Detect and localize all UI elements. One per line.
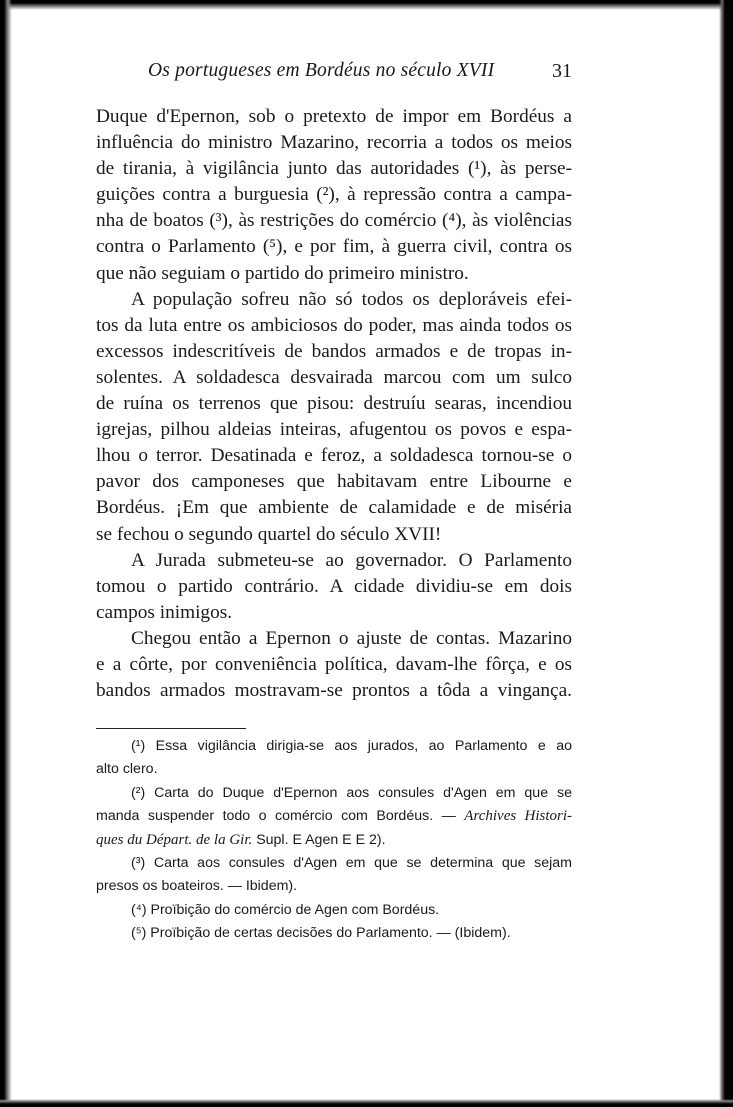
footnote-2-continued [96,805,572,828]
footnote-3-continued: presos os boateiros. — Ibidem). [96,878,298,895]
text-line: de tirania, à vigilância junto das autoridades (¹), às perse- [96,158,572,180]
body-text [96,104,572,704]
footnote-2-reference: Supl. E Agen E E 2). [252,831,386,848]
text-line: se fechou o segundo quartel do século XVII! [96,523,442,545]
running-title: Os portugueses em Bordéus no século XVII [148,60,495,81]
footnote-3: (³) Carta aos consules d'Agen em que se determina que sejam [131,854,572,871]
footnote-2-citation-end [96,829,572,852]
footnote-2-citation-title: ques du Départ. de la Gir. [96,831,253,848]
paragraph-start-line: A população sofreu não só todos os deploráveis efei- [131,288,572,310]
footnote-2-text: manda suspender todo o comércio com Bordéus. — [96,808,465,825]
footnote-1-continued: alto clero. [96,761,158,778]
text-line: de ruína os terrenos que pisou: destruíu searas, incendiou [96,393,572,415]
text-line: que não seguiam o partido do primeiro ministro. [96,262,469,284]
text-line: Duque d'Epernon, sob o pretexto de impor em Bordéus a [96,106,572,127]
scan-border-top [0,0,733,10]
text-line: solentes. A soldadesca desvairada marcou com um sulco [96,366,572,388]
footnote-1: (¹) Essa vigilância dirigia-se aos jurados, ao Parlamento e ao [131,738,572,754]
text-line: excessos indescritíveis de bandos armados e de tropas in- [96,340,572,362]
scan-border-bottom [0,1099,733,1107]
scan-border-right [719,0,733,1107]
page-number: 31 [552,60,572,82]
footnote-separator [96,728,246,729]
text-line: contra o Parlamento (⁵), e por fim, à guerra civil, contra os [96,236,572,258]
footnotes [96,735,572,946]
text-line: tomou o partido contrário. A cidade dividiu-se em dois [96,575,572,597]
text-line: Bordéus. ¡Em que ambiente de calamidade e de miséria [96,497,572,519]
paragraph-start-line: Chegou então a Epernon o ajuste de contas. Mazarino [131,627,572,649]
footnote-2: (²) Carta do Duque d'Epernon aos consules d'Agen em que se [131,784,572,801]
text-line: bandos armados mostravam-se prontos a tôda a vingança. [96,680,572,702]
footnote-5: (⁵) Proïbição de certas decisões do Parlamento. — (Ibidem). [131,925,511,942]
text-line: influência do ministro Mazarino, recorria a todos os meios [96,132,572,154]
footnote-4: (⁴) Proïbição do comércio de Agen com Bordéus. [131,901,440,918]
scan-border-left [0,0,12,1107]
text-line: e a côrte, por conveniência política, davam-lhe fôrça, e os [96,653,572,675]
text-line: campos inimigos. [96,601,233,623]
paragraph-start-line: A Jurada submeteu-se ao governador. O Parlamento [131,549,572,571]
page-header [96,60,572,90]
footnote-2-citation: Archives Histori- [464,808,572,825]
text-line: nha de boatos (³), às restrições do comércio (⁴), às violências [96,210,572,232]
text-line: pavor dos camponeses que habitavam entre Libourne e [96,471,572,493]
text-line: lhou o terror. Desatinada e feroz, a soldadesca tornou-se o [96,445,572,467]
text-line: tos da luta entre os ambiciosos do poder, mas ainda todos os [96,314,572,336]
text-line: igrejas, pilhou aldeias inteiras, afugentou os povos e espa- [96,419,572,441]
text-line: guições contra a burguesia (²), à repressão contra a campa- [96,184,572,206]
